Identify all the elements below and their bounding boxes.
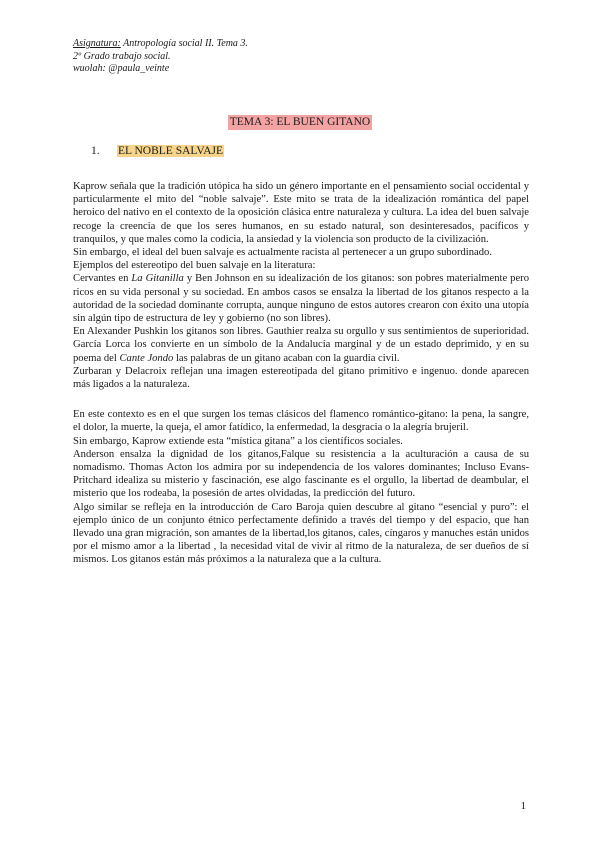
page-title: TEMA 3: EL BUEN GITANO	[229, 116, 371, 128]
title-wrap	[0, 112, 600, 130]
paragraph-2: Sin embargo, el ideal del buen salvaje es actualmente racista al pertenecer a un grupo subordinado.	[73, 247, 492, 259]
paragraph-4-a: Cervantes en	[73, 273, 132, 285]
paragraph-1: Kaprow señala que la tradición utópica ha sido un género importante en el pensamiento social occidental y particularmente el mito del “noble salvaje”. Este mito se trata de la idealización romántica del papel heroico del nativo en el contexto de la oposición clásica entre naturaleza y cultura. La idea del buen salvaje recoge la creencia de que los seres humanos, en su estado natural, son desinteresados, pacíficos y tranquilos, y que males como la codicia, la ansiedad y la violencia son producto de la civilización.	[73, 181, 529, 245]
paragraph-9: Anderson ensalza la dignidad de los gitanos,Falque su resistencia a la aculturación a causa de su nomadismo. Thomas Acton los admira por su independencia de los valores dominantes; Incluso Evans-Pritchard idealiza su misterio y fascinación, ese algo fascinante es el orgullo, la libertad de deambular, el misterio que los rodeaba, la posesión de artes olvidadas, la predicción del futuro.	[73, 448, 529, 500]
course-line: 2º Grado trabajo social.	[73, 50, 171, 62]
page-number: 1	[520, 800, 526, 812]
body-text	[73, 180, 529, 567]
paragraph-7: En este contexto es en el que surgen los temas clásicos del flamenco romántico-gitano: la pena, la sangre, el dolor, la muerte, la queja, el amor fatídico, la enfermedad, la desgracia o la alegría brujeril.	[73, 409, 529, 434]
paragraph-gap	[73, 391, 529, 408]
document-header	[73, 38, 248, 76]
paragraph-8: Sin embargo, Kaprow extiende esta “mística gitana” a los científicos sociales.	[73, 435, 403, 447]
paragraph-5-b: las palabras de un gitano acaban con la guardia civil.	[173, 352, 400, 364]
paragraph-5-a: En Alexander Pushkin los gitanos son libres. Gauthier realza su orgullo y sus sentimientos de superioridad. García Lorca los convierte en un símbolo de la Andalucía marginal y de un estado deprimido, y en su poema del	[73, 326, 529, 364]
paragraph-5	[73, 325, 529, 365]
subject-line	[73, 38, 248, 51]
paragraph-4-italic: La Gitanilla	[131, 273, 184, 285]
subject-label: Asignatura:	[73, 38, 121, 49]
author-line: wuolah: @paula_veinte	[73, 63, 170, 74]
section-heading	[91, 145, 224, 158]
paragraph-4-b: y Ben Johnson en su idealización de los gitanos: son pobres materialmente pero ricos en su vida personal y su sociedad. En ambos casos se ensalza la libertad de los gitanos respecto a la autoridad de la sociedad dominante corrupta, aunque ninguno de estos autores crearon con éxito una utopía sin algún tipo de estructura de ley y gobierno (no son libres).	[73, 273, 529, 325]
paragraph-4	[73, 272, 529, 325]
paragraph-10: Algo similar se refleja en la introducción de Caro Baroja quien descubre al gitano “esencial y puro”: el ejemplo único de un conjunto étnico perfectamente definido a través del tiempo y del espacio, que han llevado una gran migración, son amantes de la libertad,los gitanos, cales, cíngaros y manuches están unidos por el mismo amor a la libertad , la necesidad vital de vivir al ritmo de la naturaleza, de ser dueños de sí mismos. Los gitanos están más próximos a la naturaleza que a la cultura.	[73, 501, 529, 566]
paragraph-3: Ejemplos del estereotipo del buen salvaje en la literatura:	[73, 260, 316, 272]
section-label: EL NOBLE SALVAJE	[118, 145, 223, 157]
section-number: 1.	[91, 145, 100, 157]
paragraph-6: Zurbaran y Delacroix reflejan una imagen estereotipada del gitano primitivo e ingenuo. donde aparecen más ligados a la naturaleza.	[73, 365, 529, 391]
subject-value: Antropología social II. Tema 3.	[120, 38, 248, 49]
paragraph-5-italic: Cante Jondo	[119, 352, 174, 364]
